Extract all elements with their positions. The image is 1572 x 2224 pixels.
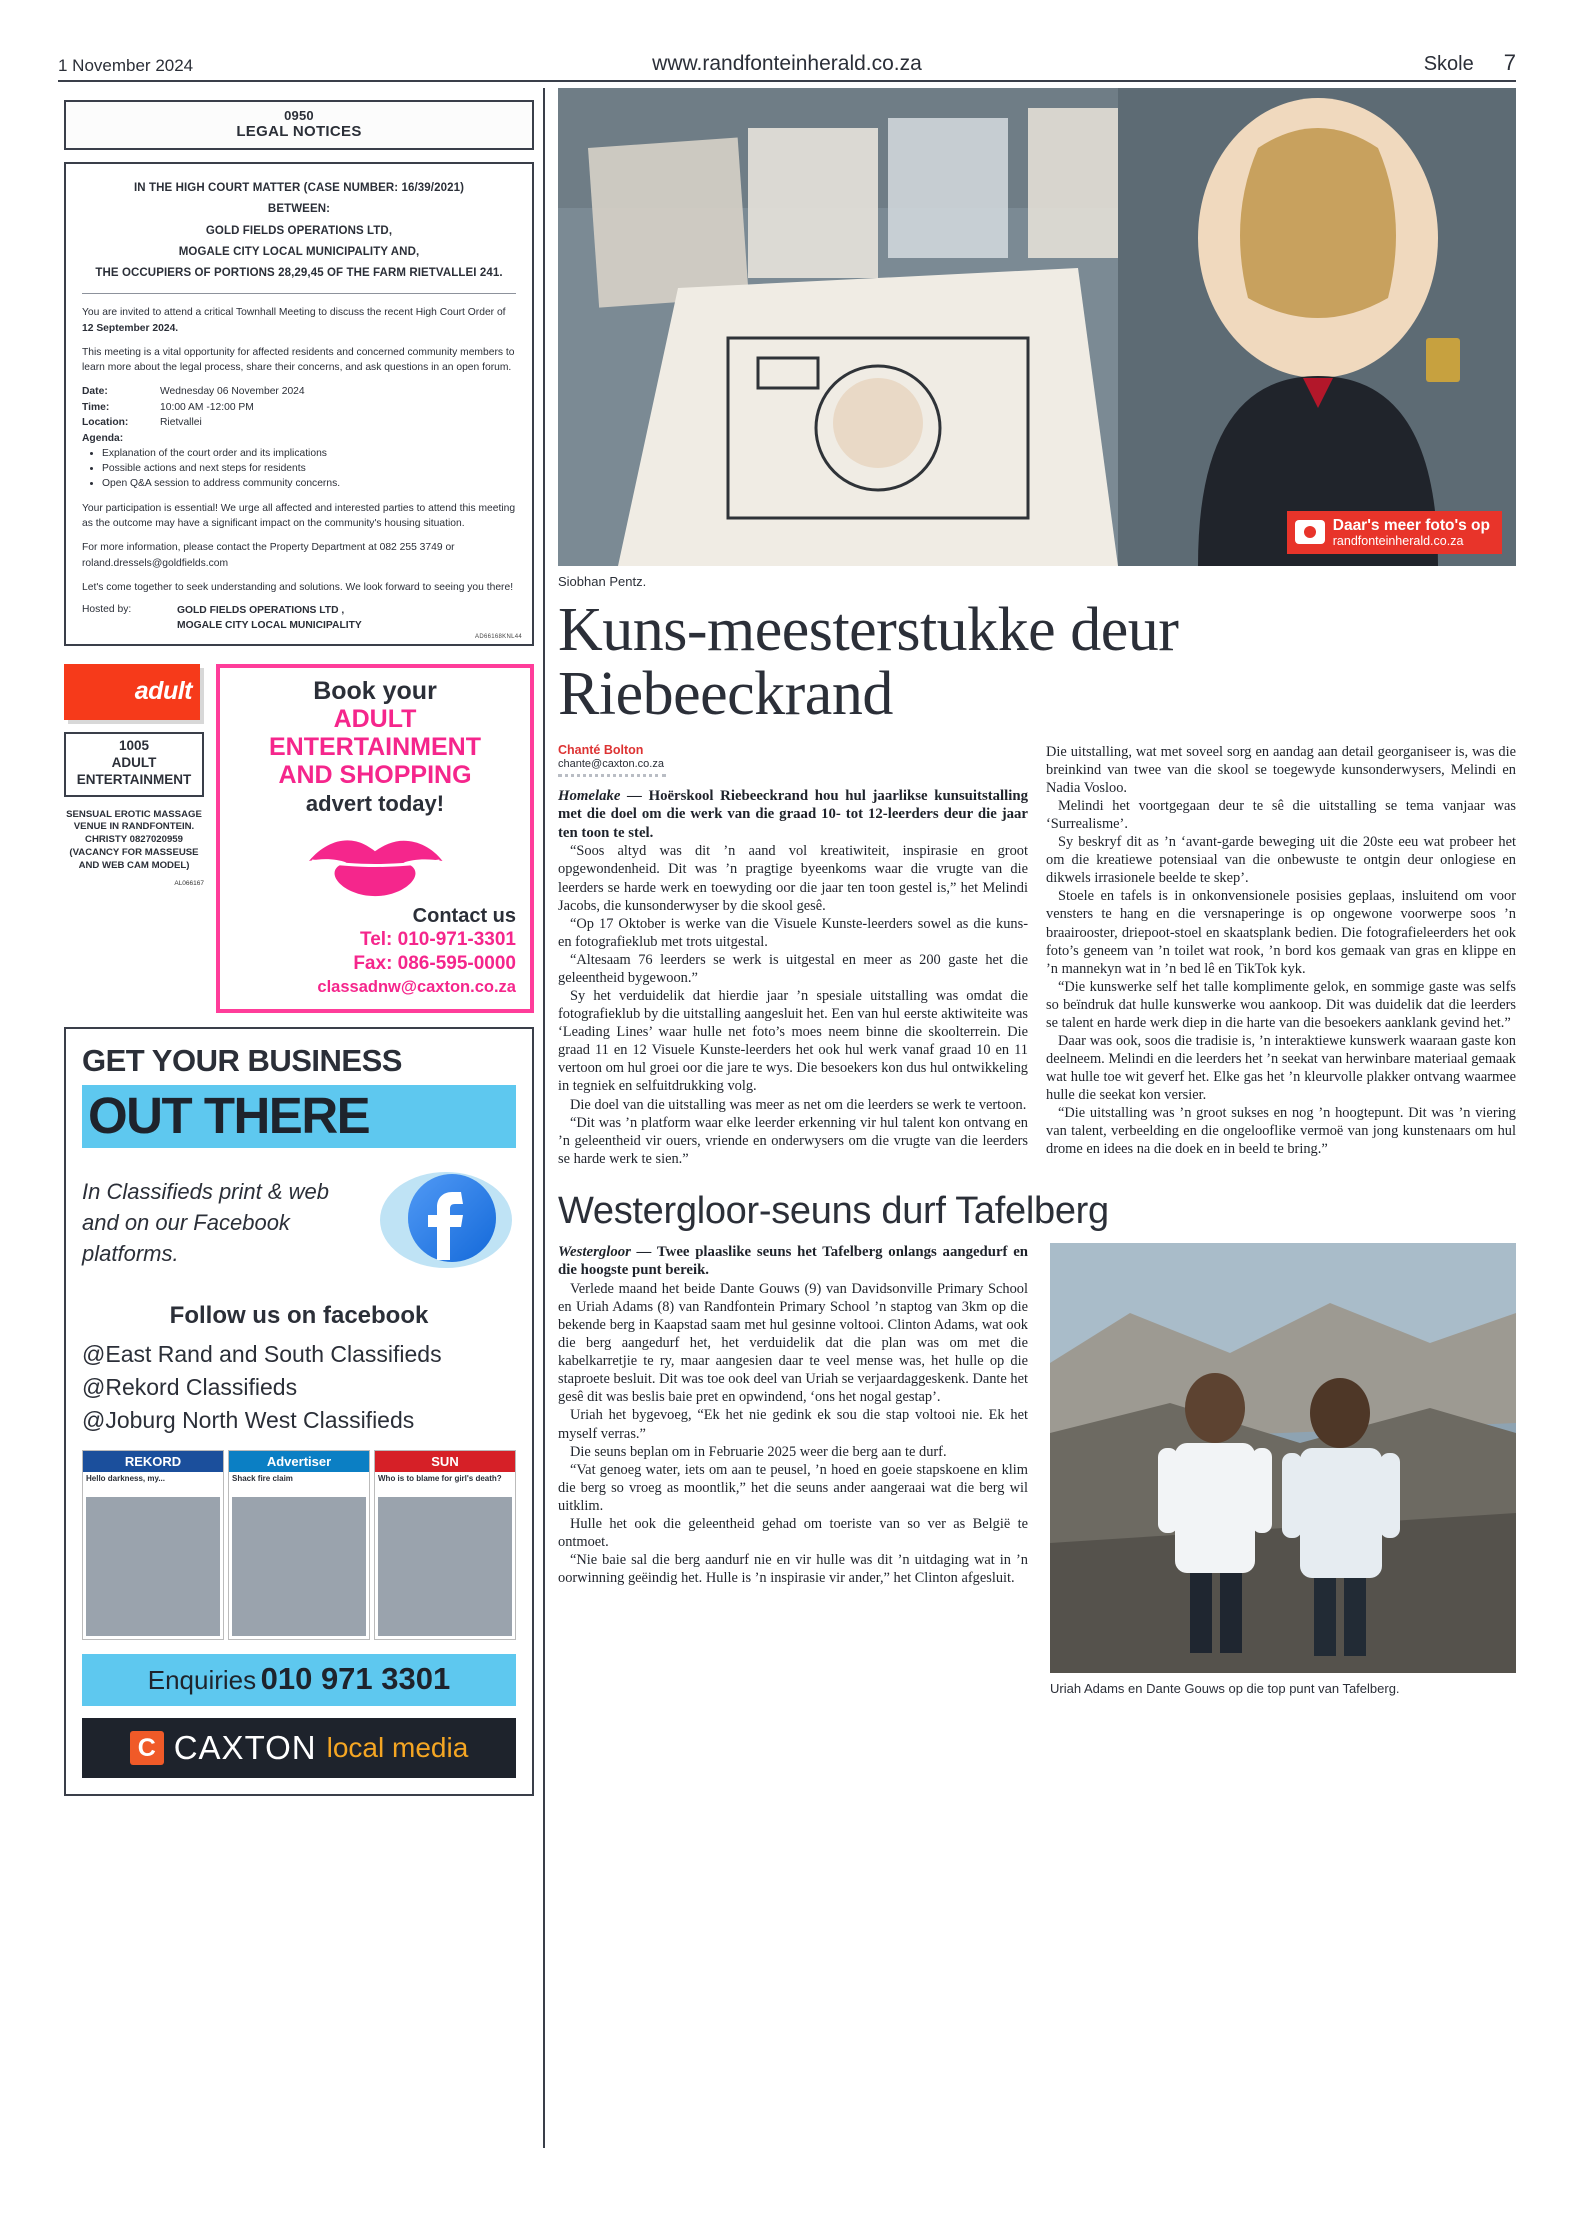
badge-line-1: Daar's meer foto's op (1332, 516, 1490, 534)
article1-para: “Die kunswerke self het talle komplimente gelok, en sommige gaste was selfs so beïndruk dat hulle kunswerke wou aankoop. Dit was duidelik dat die leerders se talent en harde werk diep in die harte van die besoekers aanklank gevind het.” (1046, 978, 1516, 1031)
adult-logo-text: adult (134, 677, 192, 706)
detail-key: Time: (82, 401, 110, 413)
article1-para: “Op 17 Oktober is werke van die Visuele Kunste-leerders sowel as die kuns- en fotografieklub met trots uitgestal. (558, 915, 1028, 950)
caxton-mark-icon: C (130, 1731, 164, 1765)
agenda-item: • Explanation of the court order and its implications (102, 446, 516, 461)
lead-place: Homelake — (558, 787, 642, 804)
pink-ad-tel[interactable]: Tel: 010-971-3301 (360, 929, 516, 951)
article1-col2-body (1046, 743, 1516, 1159)
lead-place: Westergloor — (558, 1243, 652, 1260)
article1-lead (558, 787, 1028, 843)
article2-photo-block (1050, 1243, 1516, 1697)
caxton-tagline: local media (326, 1732, 469, 1764)
website-url: www.randfonteinherald.co.za (652, 52, 922, 75)
left-column (64, 100, 534, 1796)
thumb-photo (232, 1497, 366, 1636)
hero-photo-illustration (558, 88, 1516, 566)
article2-para: Die seuns beplan om in Februarie 2025 weer die berg aan te durf. (570, 1443, 947, 1460)
agenda-item: • Open Q&A session to address community concerns. (102, 476, 516, 491)
page-number: 7 (1503, 50, 1516, 75)
article1-para: “Dit was ’n platform waar elke leerder erkenning vir hul talent kon ontvang en ’n geleentheid vir ouers, vriende en onderwysers om die vrugte van die leerders se harde werk te sien.” (558, 1114, 1028, 1167)
article1-para: Melindi het voortgegaan deur te sê die uitstalling se tema vanjaar was ‘Surrealisme’. (1046, 797, 1516, 833)
thumbnail-item (374, 1450, 516, 1640)
agenda-label: Agenda: (82, 432, 124, 444)
article1-para: Daar was ook, soos die tradisie is, ’n interaktiewe kunswerk waaraan gaste kon deelneem. Melindi en die leerders het ’n seekat van herwinbare materiaal gemaak wat hulle toe wit geverf het. Elke gas het ’n kleurvolle plakker ontvang waarmee hulle die seekat kon versier. (1046, 1032, 1516, 1104)
thumb-headline: Who is to blame for girl's death? (378, 1474, 502, 1484)
adult-classified-row (64, 664, 534, 1013)
adult-category-line1: ADULT (111, 754, 157, 770)
thumb-photo (378, 1497, 512, 1636)
article2-para: Verlede maand het beide Dante Gouws (9) van Davidsonville Primary School en Uriah Adams (8) van Randfontein Primary School ’n staptog van 3km op die bekende berg in Kaapstad saam met hul gesinne voltooi. Clinton Adams, wat ook die berg aangedurf het, het verduidelik dat die plan was om met die kabelkarretjie te ry, maar aangesien daar te veel mense was, het hulle op die staproete besluit. Dit was toe ook deel van Uriah se verjaardaggeskenk. Dante het gesê dit was beslis baie pret en opwindend, ‘ons het nogal gestap’. (558, 1280, 1028, 1406)
pink-ad-email[interactable]: classadnw@caxton.co.za (317, 977, 516, 996)
publication-date: 1 November 2024 (58, 56, 194, 75)
lead-text: Twee plaaslike seuns het Tafelberg onlangs aangedurf en die hoogste punt bereik. (558, 1243, 1029, 1279)
hosted-label: Hosted by: (82, 604, 132, 616)
article2-para: Hulle het ook die geleentheid gehad om toeriste van so ver as België te ontmoet. (558, 1515, 1028, 1551)
category-name: LEGAL NOTICES (236, 123, 362, 140)
badge-text (1333, 517, 1490, 548)
article2-body (558, 1243, 1028, 1587)
byline-author: Chanté Bolton (558, 742, 644, 757)
legal-paragraph-2: This meeting is a vital opportunity for affected residents and concerned community members to learn more about the legal process, share their concerns, and ask questions in an open forum. (82, 346, 515, 374)
hosted-orgs (177, 604, 362, 634)
article1-columns (558, 743, 1516, 1168)
byline-rule (558, 774, 666, 777)
legal-detail-row (82, 415, 516, 430)
legal-detail-row (82, 384, 516, 399)
thumb-photo (86, 1497, 220, 1636)
classified-category-header (64, 100, 534, 150)
thumb-headline: Hello darkness, my... (86, 1474, 165, 1484)
legal-paragraph-3: Your participation is essential! We urge all affected and interested parties to attend this meeting as the outcome may have a significant impact on the community's housing situation. (82, 502, 516, 530)
article1-para: Die doel van die uitstalling was meer as net om die leerders se werk te vertoon. (570, 1096, 1027, 1113)
article1-col1-body (558, 787, 1028, 1168)
article2-text (558, 1243, 1028, 1697)
legal-heading-line: BETWEEN: (267, 203, 331, 216)
caxton-name: CAXTON (173, 1729, 317, 1767)
promo-follow-label: Follow us on facebook (169, 1302, 429, 1330)
thumb-masthead: SUN (375, 1451, 515, 1472)
promo-band (82, 1085, 516, 1149)
detail-value: Wednesday 06 November 2024 (160, 386, 305, 398)
thumb-headline: Shack fire claim (232, 1474, 293, 1484)
promo-handle: @Rekord Classifieds (82, 1374, 298, 1401)
agenda-list (102, 446, 516, 492)
pink-ad-line1: Book your (313, 676, 437, 705)
article2-caption: Uriah Adams en Dante Gouws op die top punt van Tafelberg. (1050, 1680, 1400, 1696)
adult-category-code: 1005 (118, 737, 150, 753)
pink-ad-line3: advert today! (305, 791, 445, 817)
legal-paragraph-4: For more information, please contact the Property Department at 082 255 3749 or roland.dressels@goldfields.com (82, 542, 455, 569)
adult-listing-text: SENSUAL EROTIC MASSAGE VENUE IN RANDFONTEIN. CHRISTY 0827020959 (VACANCY FOR MASSEUSE AND WEB CAM MODEL) (66, 808, 202, 872)
legal-p1-pre: You are invited to attend a critical Townhall Meeting to discuss the recent High Court Order of (82, 307, 506, 319)
article1-para: Sy het verduidelik dat hierdie jaar ’n spesiale uitstalling was omdat die fotografieklub by die uitstalling aangesluit het. Een van hul eerste aktiwiteite was ‘Leading Lines’ waar hulle net foto’s moes neem binne die skoolterrein. Die graad 11 en 12 Visuele Kunste-leerders het ook hul werk vanaf graad 10 en 11 vertoon om hul groei oor die jare te wys. Die besoekers kon dus hul ontwikkeling in tegniek en selfuitdrukking volg. (558, 988, 1028, 1095)
legal-p1-date: 12 September 2024. (82, 322, 179, 334)
legal-paragraph-1 (82, 305, 516, 335)
right-column (558, 88, 1516, 1697)
enquiries-label: Enquiries (147, 1665, 257, 1696)
thumb-masthead: REKORD (83, 1451, 223, 1472)
legal-heading-line: GOLD FIELDS OPERATIONS LTD, (205, 224, 393, 237)
article2-para: “Nie baie sal die berg aandurf nie en vir hulle was dit ’n uitdaging wat in ’n oorwinning geëindig het. Hulle is ’n inspirasie vir ander,” het Clinton afgesluit. (558, 1552, 1028, 1587)
promo-handle: @Joburg North West Classifieds (82, 1406, 415, 1433)
facebook-icon (366, 1158, 516, 1288)
newspaper-thumbnails (82, 1450, 516, 1640)
detail-key: Location: (82, 417, 129, 429)
promo-headline-2: OUT THERE (88, 1086, 370, 1144)
legal-heading (82, 178, 516, 284)
page-masthead (58, 40, 1516, 82)
detail-value: 10:00 AM -12:00 PM (160, 401, 254, 413)
masthead-right (1424, 50, 1516, 76)
camera-icon (1295, 520, 1325, 544)
legal-heading-line: THE OCCUPIERS OF PORTIONS 28,29,45 OF THE FARM RIETVALLEI 241. (95, 267, 503, 280)
enquiries-band (82, 1654, 516, 1706)
detail-key: Date: (82, 386, 108, 398)
adult-listing-code: AL066167 (174, 880, 204, 888)
thumb-masthead: Advertiser (229, 1451, 369, 1472)
byline-email[interactable]: chante@caxton.co.za (558, 757, 664, 770)
classifieds-promo-ad[interactable] (64, 1027, 534, 1797)
legal-detail-row (82, 400, 516, 415)
badge-line-2: randfonteinherald.co.za (1332, 533, 1464, 548)
book-advert-ad[interactable] (216, 664, 534, 1013)
article2-wrapper (558, 1243, 1516, 1697)
hosted-org: GOLD FIELDS OPERATIONS LTD , (177, 605, 345, 617)
adult-category-header (64, 732, 204, 797)
promo-headline-1: GET YOUR BUSINESS (82, 1042, 402, 1078)
adult-logo (64, 664, 200, 720)
lead-text: Hoërskool Riebeeckrand hou hul jaarlikse kunsuitstalling met die doel om die werk van die graad 10- tot 12-leerders deur die jaar ten toon te stel. (558, 787, 1028, 841)
article1-column-2 (1046, 743, 1516, 1168)
legal-notice-ad (64, 162, 534, 646)
adult-classified-column (64, 664, 204, 887)
legal-heading-line: MOGALE CITY LOCAL MUNICIPALITY AND, (178, 245, 420, 258)
pink-ad-fax: Fax: 086-595-0000 (353, 953, 516, 975)
article2-photo (1050, 1243, 1516, 1673)
article2-para: “Vat genoeg water, iets om aan te peusel, ’n hoed en goeie stapskoene en klim die berg so vroeg as moontlik,” het die seuns ander aangeraai wat die berg wil uitklim. (558, 1461, 1028, 1514)
article1-column-1 (558, 743, 1028, 1168)
hero-photo (558, 88, 1516, 566)
thumbnail-item (82, 1450, 224, 1640)
legal-ad-code: AD66168KNL44 (475, 633, 522, 640)
adult-category-line2: ENTERTAINMENT (76, 771, 192, 787)
lips-icon (300, 825, 450, 903)
pink-ad-line2a: ADULT ENTERTAINMENT (268, 705, 482, 762)
article1-para: “Soos altyd was dit ’n aand vol kreatiwiteit, inspirasie en groot opgewondenheid. Dit was ’n pragtige byeenkoms waar die vrugte van die leerders se harde werk en toewyding oor die jaar ten toon gestel is,” het Melindi Jacobs, die kunsonderwyser by die skool gesê. (558, 843, 1028, 914)
article2-photo-illustration (1050, 1243, 1516, 1673)
promo-handle: @East Rand and South Classifieds (82, 1341, 442, 1368)
legal-heading-line: IN THE HIGH COURT MATTER (CASE NUMBER: 16/39/2021) (133, 182, 465, 194)
article1-para: Sy beskryf dit as ’n ‘avant-garde beweging uit die 20ste eeu wat probeer het om die kreatiewe potensiaal van die onbewuste te ontgin deur onlogiese en dikwels irrasionele beelde te skep’. (1046, 834, 1516, 887)
more-photos-badge[interactable] (1287, 511, 1502, 554)
promo-italic-text: In Classifieds print & web and on our Facebook platforms. (82, 1179, 329, 1266)
hero-photo-caption: Siobhan Pentz. (558, 574, 647, 589)
enquiries-number[interactable]: 010 971 3301 (260, 1661, 451, 1697)
promo-handles (82, 1338, 516, 1436)
section-name: Skole (1423, 53, 1474, 75)
article1-para: “Die uitstalling was ’n groot sukses en nog ’n hoogtepunt. Dit was ’n viering van talent, verbeelding en die ongelooflike vermoë van jong kunstenaars om hul drome en idees na die doek en in beeld te bring.” (1046, 1105, 1516, 1158)
legal-divider (82, 293, 516, 294)
article1-para: Die uitstalling, wat met soveel sorg en aandag aan detail georganiseer is, was die breinkind van twee van die skool se toegewyde kunsonderwysers, Melindi en Nadia Vosloo. (1046, 743, 1516, 796)
agenda-item: • Possible actions and next steps for residents (102, 461, 516, 476)
pink-ad-line2b: AND SHOPPING (278, 761, 472, 790)
article1-headline: Kuns-meesterstukke deur Riebeeckrand (558, 596, 1179, 728)
article2-headline: Westergloor-seuns durf Tafelberg (558, 1189, 1109, 1232)
article2-lead (558, 1243, 1028, 1280)
article2-para: Uriah het bygevoeg, “Ek het nie gedink ek sou die stap voltooi nie. Ek het myself verras.” (558, 1407, 1028, 1442)
detail-value: Rietvallei (160, 417, 202, 429)
article1-para: Stoele en tafels is in onkonvensionele posisies geplaas, insluitend om voor vensters te hang en die versnaperinge is op ongewone voorwerpe soos ’n braairooster, driepoot-stoel en skaatsplank bedien. Die fotografieleerders het ook foto’s geneem van ’n toilet wat rook, ’n bord kos gemaak van gras en klippe en ’n mannekyn wat in ’n bed lê en TikTok kyk. (1046, 888, 1516, 977)
legal-paragraph-5: Let's come together to seek understanding and solutions. We look forward to seeing you there! (82, 581, 514, 593)
hosted-by (82, 604, 516, 634)
pink-ad-contact-label: Contact us (412, 905, 516, 928)
article1-para: “Altesaam 76 leerders se werk is uitgestal en meer as 200 gaste het die geleentheid bygewoon.” (558, 951, 1028, 986)
column-divider (543, 88, 545, 2148)
thumbnail-item (228, 1450, 370, 1640)
promo-middle (82, 1158, 516, 1288)
caxton-logo (82, 1718, 516, 1778)
category-code: 0950 (284, 108, 314, 123)
hosted-org: MOGALE CITY LOCAL MUNICIPALITY (177, 619, 362, 631)
